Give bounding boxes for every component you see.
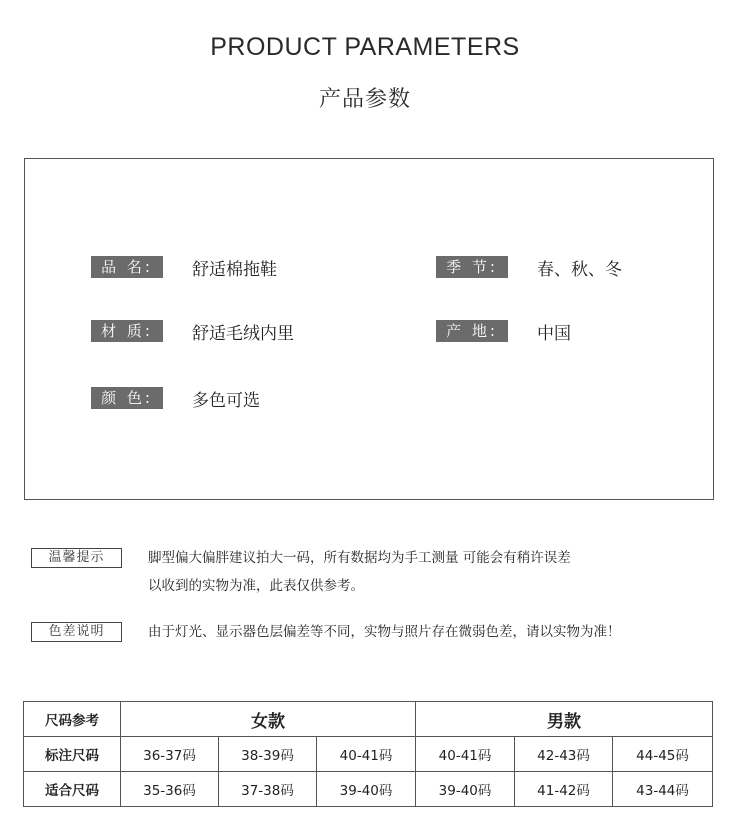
param-color [91,387,260,409]
row-header: 适合尺码 [24,772,121,807]
table-cell: 44-45码 [613,737,713,772]
notice-line: 脚型偏大偏胖建议拍大一码，所有数据均为手工测量 可能会有稍许误差 [148,550,571,566]
table-cell: 39-40码 [416,772,515,807]
table-cell: 42-43码 [515,737,613,772]
group-header-men: 男款 [416,702,713,737]
notice-color-difference [31,622,621,646]
notice-tag: 色差说明 [31,622,122,642]
param-season [436,256,622,278]
size-table [23,701,713,807]
param-value: 舒适毛绒内里 [192,323,294,344]
table-cell: 40-41码 [317,737,416,772]
param-value: 春、秋、冬 [537,259,622,280]
param-label: 品 名: [91,256,163,278]
param-value: 多色可选 [192,390,260,411]
param-name [91,256,277,278]
table-row [24,772,713,807]
table-row [24,702,713,737]
notice-tag: 温馨提示 [31,548,122,568]
notice-text [148,618,621,646]
table-cell: 40-41码 [416,737,515,772]
notice-line: 以收到的实物为准，此表仅供参考。 [148,578,364,594]
table-cell: 43-44码 [613,772,713,807]
param-label: 颜 色: [91,387,163,409]
table-cell: 41-42码 [515,772,613,807]
page-title-cn: 产品参数 [318,87,411,112]
notice-tips [31,548,571,600]
table-cell: 39-40码 [317,772,416,807]
notice-text [148,544,571,600]
param-origin [436,320,571,342]
table-row [24,737,713,772]
group-header-women: 女款 [121,702,416,737]
param-value: 中国 [537,323,571,344]
param-label: 产 地: [436,320,508,342]
row-header: 标注尺码 [24,737,121,772]
table-corner-cell: 尺码参考 [24,702,121,737]
table-cell: 37-38码 [219,772,317,807]
param-material [91,320,294,342]
param-label: 材 质: [91,320,163,342]
notice-line: 由于灯光、显示器色层偏差等不同，实物与照片存在微弱色差，请以实物为准！ [148,624,621,640]
param-value: 舒适棉拖鞋 [192,259,277,280]
parameters-panel [24,158,714,500]
table-cell: 35-36码 [121,772,219,807]
table-cell: 36-37码 [121,737,219,772]
table-cell: 38-39码 [219,737,317,772]
param-label: 季 节: [436,256,508,278]
page-title-en: PRODUCT PARAMETERS [210,33,520,61]
